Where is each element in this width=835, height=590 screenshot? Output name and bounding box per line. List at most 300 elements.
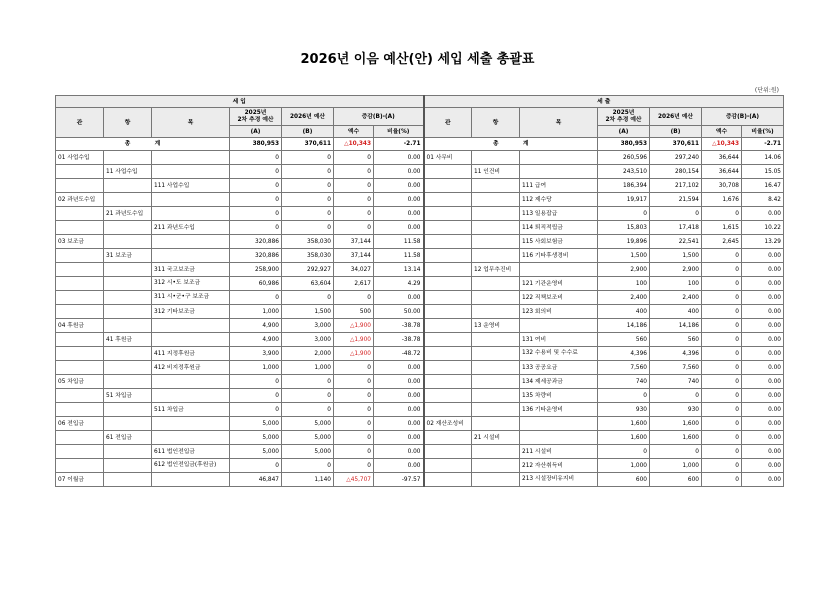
income-ratio: 0.00 (374, 207, 424, 221)
expense-curr: 100 (650, 277, 702, 291)
col-prev-budget: 2025년 2차 추경 예산 (598, 108, 650, 126)
income-ratio: 13.14 (374, 263, 424, 277)
income-prev: 0 (230, 221, 282, 235)
expense-ratio: 16.47 (742, 179, 784, 193)
income-account-name: 41 후원금 (104, 333, 152, 347)
table-row (56, 291, 784, 305)
income-code-cell (104, 403, 152, 417)
expense-diff: 0 (702, 277, 742, 291)
income-account-name: 312 기타보조금 (152, 305, 230, 319)
income-curr: 358,030 (282, 249, 334, 263)
income-prev: 0 (230, 389, 282, 403)
expense-code-cell (472, 361, 520, 375)
expense-diff: 0 (702, 333, 742, 347)
income-prev: 258,900 (230, 263, 282, 277)
income-code-cell (152, 333, 230, 347)
expense-diff: 0 (702, 249, 742, 263)
total-income-ratio: -2.71 (374, 138, 424, 151)
income-curr: 292,927 (282, 263, 334, 277)
total-row (56, 138, 784, 151)
expense-prev: 1,500 (598, 249, 650, 263)
income-account-name: 07 이월금 (56, 473, 104, 487)
expense-code-cell (472, 333, 520, 347)
income-code-cell (56, 403, 104, 417)
expense-curr: 1,000 (650, 459, 702, 473)
income-diff: △1,900 (334, 319, 374, 333)
income-prev: 0 (230, 375, 282, 389)
total-expense-curr: 370,611 (650, 138, 702, 151)
income-account-name: 311 국고보조금 (152, 263, 230, 277)
income-ratio: -48.72 (374, 347, 424, 361)
expense-diff: 0 (702, 291, 742, 305)
income-code-cell (152, 165, 230, 179)
col-label-b: (B) (282, 126, 334, 138)
expense-account-name: 136 기타운영비 (520, 403, 598, 417)
total-expense-diff: △10,343 (702, 138, 742, 151)
income-curr: 0 (282, 459, 334, 473)
total-label: 총 계 (56, 138, 230, 151)
income-curr: 3,000 (282, 333, 334, 347)
income-diff: 37,144 (334, 235, 374, 249)
income-diff: △1,900 (334, 347, 374, 361)
total-expense-prev: 380,953 (598, 138, 650, 151)
expense-ratio: 0.00 (742, 249, 784, 263)
expense-code-cell (472, 249, 520, 263)
expense-ratio: 0.00 (742, 473, 784, 487)
income-prev: 0 (230, 207, 282, 221)
expense-ratio: 0.00 (742, 347, 784, 361)
expense-diff: 36,644 (702, 151, 742, 165)
expense-account-name: 134 제세공과금 (520, 375, 598, 389)
expense-code-cell (520, 151, 598, 165)
income-curr: 2,000 (282, 347, 334, 361)
expense-account-name: 111 급여 (520, 179, 598, 193)
expense-diff: 0 (702, 305, 742, 319)
income-ratio: -97.57 (374, 473, 424, 487)
col-label-b: (B) (650, 126, 702, 138)
income-curr: 0 (282, 193, 334, 207)
income-diff: 0 (334, 151, 374, 165)
expense-diff: 0 (702, 431, 742, 445)
expense-code-cell (472, 445, 520, 459)
expense-code-cell (424, 235, 472, 249)
income-account-name: 06 전입금 (56, 417, 104, 431)
expense-code-cell (472, 305, 520, 319)
table-row (56, 319, 784, 333)
income-code-cell (104, 347, 152, 361)
income-prev: 3,900 (230, 347, 282, 361)
expense-account-name: 115 사회보험금 (520, 235, 598, 249)
col-ratio: 비율(%) (742, 126, 784, 138)
expense-code-cell (520, 165, 598, 179)
income-prev: 320,886 (230, 249, 282, 263)
income-diff: 0 (334, 207, 374, 221)
expense-account-name: 112 제수당 (520, 193, 598, 207)
expense-curr: 21,594 (650, 193, 702, 207)
expense-account-name: 11 인건비 (472, 165, 520, 179)
col-prev-budget: 2025년 2차 추경 예산 (230, 108, 282, 126)
income-diff: 0 (334, 431, 374, 445)
expense-account-name: 132 수용비 및 수수료 (520, 347, 598, 361)
expense-prev: 100 (598, 277, 650, 291)
expense-prev: 15,803 (598, 221, 650, 235)
expense-code-cell (472, 291, 520, 305)
income-curr: 63,604 (282, 277, 334, 291)
table-row (56, 263, 784, 277)
income-ratio: 0.00 (374, 417, 424, 431)
expense-code-cell (424, 277, 472, 291)
income-account-name: 111 사업수입 (152, 179, 230, 193)
expense-diff: 0 (702, 445, 742, 459)
income-prev: 1,000 (230, 361, 282, 375)
expense-prev: 260,596 (598, 151, 650, 165)
table-row (56, 417, 784, 431)
expense-code-cell (424, 389, 472, 403)
expense-diff: 1,676 (702, 193, 742, 207)
income-header: 세 입 (56, 96, 424, 108)
income-prev: 5,000 (230, 431, 282, 445)
income-account-name: 612 법인전입금(후원금) (152, 459, 230, 473)
income-diff: 2,617 (334, 277, 374, 291)
income-code-cell (152, 473, 230, 487)
table-row (56, 459, 784, 473)
expense-curr: 14,186 (650, 319, 702, 333)
income-account-name: 511 차입금 (152, 403, 230, 417)
table-row (56, 207, 784, 221)
col-amount: 액수 (334, 126, 374, 138)
expense-diff: 0 (702, 361, 742, 375)
income-code-cell (152, 151, 230, 165)
expense-curr: 7,560 (650, 361, 702, 375)
income-diff: 34,027 (334, 263, 374, 277)
income-code-cell (104, 179, 152, 193)
expense-ratio: 0.00 (742, 389, 784, 403)
income-account-name: 31 보조금 (104, 249, 152, 263)
income-diff: 0 (334, 417, 374, 431)
expense-code-cell (424, 333, 472, 347)
expense-code-cell (472, 151, 520, 165)
expense-code-cell (472, 417, 520, 431)
total-income-curr: 370,611 (282, 138, 334, 151)
expense-code-cell (472, 459, 520, 473)
expense-account-name: 133 공공요금 (520, 361, 598, 375)
income-diff: 500 (334, 305, 374, 319)
income-account-name: 02 과년도수입 (56, 193, 104, 207)
expense-code-cell (424, 263, 472, 277)
expense-code-cell (424, 179, 472, 193)
income-curr: 0 (282, 151, 334, 165)
income-ratio: 0.00 (374, 361, 424, 375)
income-prev: 4,900 (230, 333, 282, 347)
table-row (56, 389, 784, 403)
expense-code-cell (424, 207, 472, 221)
income-account-name: 21 과년도수입 (104, 207, 152, 221)
expense-prev: 14,186 (598, 319, 650, 333)
expense-header: 세 출 (424, 96, 784, 108)
expense-curr: 740 (650, 375, 702, 389)
expense-diff: 0 (702, 347, 742, 361)
income-code-cell (56, 221, 104, 235)
income-prev: 0 (230, 151, 282, 165)
income-code-cell (152, 249, 230, 263)
income-code-cell (56, 179, 104, 193)
expense-prev: 560 (598, 333, 650, 347)
income-code-cell (56, 333, 104, 347)
col-curr-budget: 2026년 예산 (282, 108, 334, 126)
income-diff: △45,707 (334, 473, 374, 487)
expense-ratio: 13.29 (742, 235, 784, 249)
income-code-cell (104, 417, 152, 431)
expense-curr: 1,500 (650, 249, 702, 263)
expense-account-name: 131 여비 (520, 333, 598, 347)
page-title: 2026년 이음 예산(안) 세입 세출 총괄표 (300, 52, 535, 67)
expense-account-name: 212 자산취득비 (520, 459, 598, 473)
income-code-cell (152, 207, 230, 221)
income-account-name: 11 사업수입 (104, 165, 152, 179)
expense-account-name: 114 퇴직적립금 (520, 221, 598, 235)
expense-diff: 1,615 (702, 221, 742, 235)
expense-diff: 0 (702, 403, 742, 417)
table-row (56, 445, 784, 459)
expense-account-name: 12 업무추진비 (472, 263, 520, 277)
income-ratio: 0.00 (374, 151, 424, 165)
col-gwan: 관 (424, 108, 472, 138)
expense-prev: 7,560 (598, 361, 650, 375)
income-account-name: 311 시•군•구 보조금 (152, 291, 230, 305)
income-ratio: 0.00 (374, 193, 424, 207)
expense-ratio: 0.00 (742, 277, 784, 291)
col-label-a: (A) (598, 126, 650, 138)
expense-code-cell (472, 235, 520, 249)
expense-account-name: 116 기타후생경비 (520, 249, 598, 263)
income-code-cell (56, 263, 104, 277)
income-curr: 0 (282, 165, 334, 179)
col-hang: 항 (472, 108, 520, 138)
expense-ratio: 15.05 (742, 165, 784, 179)
expense-code-cell (472, 473, 520, 487)
income-ratio: 0.00 (374, 431, 424, 445)
income-code-cell (104, 291, 152, 305)
income-code-cell (104, 319, 152, 333)
expense-code-cell (424, 347, 472, 361)
income-code-cell (56, 277, 104, 291)
expense-prev: 740 (598, 375, 650, 389)
expense-code-cell (472, 389, 520, 403)
income-curr: 0 (282, 291, 334, 305)
expense-ratio: 14.06 (742, 151, 784, 165)
expense-ratio: 0.00 (742, 459, 784, 473)
expense-code-cell (424, 319, 472, 333)
income-code-cell (104, 151, 152, 165)
table-row (56, 277, 784, 291)
income-code-cell (56, 361, 104, 375)
expense-ratio: 0.00 (742, 333, 784, 347)
income-curr: 1,000 (282, 361, 334, 375)
expense-code-cell (424, 375, 472, 389)
expense-code-cell (424, 305, 472, 319)
income-ratio: 0.00 (374, 459, 424, 473)
expense-ratio: 0.00 (742, 403, 784, 417)
table-row (56, 221, 784, 235)
income-curr: 358,030 (282, 235, 334, 249)
income-prev: 320,886 (230, 235, 282, 249)
expense-curr: 280,154 (650, 165, 702, 179)
expense-curr: 1,600 (650, 417, 702, 431)
income-account-name: 611 법인전입금 (152, 445, 230, 459)
expense-ratio: 0.00 (742, 431, 784, 445)
expense-ratio: 0.00 (742, 207, 784, 221)
table-row (56, 179, 784, 193)
income-code-cell (56, 431, 104, 445)
income-ratio: 0.00 (374, 291, 424, 305)
expense-ratio: 8.42 (742, 193, 784, 207)
expense-diff: 0 (702, 263, 742, 277)
income-curr: 1,500 (282, 305, 334, 319)
expense-prev: 0 (598, 207, 650, 221)
expense-account-name: 21 시설비 (472, 431, 520, 445)
expense-curr: 930 (650, 403, 702, 417)
expense-code-cell (424, 361, 472, 375)
expense-code-cell (472, 347, 520, 361)
income-account-name: 211 과년도수입 (152, 221, 230, 235)
expense-code-cell (472, 403, 520, 417)
income-prev: 5,000 (230, 417, 282, 431)
income-curr: 0 (282, 221, 334, 235)
expense-ratio: 0.00 (742, 263, 784, 277)
expense-curr: 0 (650, 445, 702, 459)
expense-curr: 2,900 (650, 263, 702, 277)
income-curr: 0 (282, 403, 334, 417)
income-diff: 0 (334, 375, 374, 389)
income-ratio: 0.00 (374, 389, 424, 403)
income-ratio: 0.00 (374, 445, 424, 459)
expense-prev: 1,600 (598, 417, 650, 431)
expense-ratio: 0.00 (742, 445, 784, 459)
expense-curr: 4,396 (650, 347, 702, 361)
total-label: 총 계 (424, 138, 598, 151)
expense-code-cell (472, 179, 520, 193)
income-curr: 0 (282, 389, 334, 403)
income-code-cell (152, 431, 230, 445)
income-diff: 0 (334, 179, 374, 193)
expense-account-name: 113 일용잡급 (520, 207, 598, 221)
income-ratio: 0.00 (374, 375, 424, 389)
income-code-cell (104, 305, 152, 319)
col-ratio: 비율(%) (374, 126, 424, 138)
income-ratio: 0.00 (374, 179, 424, 193)
expense-account-name: 02 재산조성비 (424, 417, 472, 431)
income-curr: 5,000 (282, 431, 334, 445)
income-prev: 1,000 (230, 305, 282, 319)
income-prev: 0 (230, 403, 282, 417)
col-amount: 액수 (702, 126, 742, 138)
expense-code-cell (424, 431, 472, 445)
budget-table (55, 95, 784, 487)
expense-diff: 0 (702, 389, 742, 403)
income-code-cell (104, 221, 152, 235)
income-code-cell (104, 375, 152, 389)
expense-prev: 2,400 (598, 291, 650, 305)
income-code-cell (56, 249, 104, 263)
expense-ratio: 0.00 (742, 361, 784, 375)
income-prev: 0 (230, 193, 282, 207)
income-ratio: -38.78 (374, 319, 424, 333)
expense-curr: 400 (650, 305, 702, 319)
expense-ratio: 0.00 (742, 291, 784, 305)
income-code-cell (104, 459, 152, 473)
expense-curr: 560 (650, 333, 702, 347)
income-code-cell (152, 417, 230, 431)
income-curr: 3,000 (282, 319, 334, 333)
income-account-name: 04 후원금 (56, 319, 104, 333)
income-prev: 5,000 (230, 445, 282, 459)
table-row (56, 305, 784, 319)
income-diff: 37,144 (334, 249, 374, 263)
expense-curr: 217,102 (650, 179, 702, 193)
income-account-name: 51 차입금 (104, 389, 152, 403)
expense-diff: 0 (702, 319, 742, 333)
expense-code-cell (472, 207, 520, 221)
expense-prev: 19,917 (598, 193, 650, 207)
expense-prev: 0 (598, 445, 650, 459)
table-row (56, 333, 784, 347)
col-diff: 증감(B)-(A) (334, 108, 424, 126)
income-curr: 5,000 (282, 445, 334, 459)
table-row (56, 235, 784, 249)
income-prev: 46,847 (230, 473, 282, 487)
income-code-cell (104, 361, 152, 375)
income-code-cell (104, 445, 152, 459)
income-account-name: 312 시•도 보조금 (152, 277, 230, 291)
expense-code-cell (424, 291, 472, 305)
expense-diff: 30,708 (702, 179, 742, 193)
income-diff: 0 (334, 459, 374, 473)
expense-ratio: 0.00 (742, 417, 784, 431)
income-code-cell (152, 389, 230, 403)
header-row-section (56, 96, 784, 108)
income-curr: 0 (282, 375, 334, 389)
income-code-cell (56, 459, 104, 473)
total-income-prev: 380,953 (230, 138, 282, 151)
income-curr: 5,000 (282, 417, 334, 431)
expense-account-name: 01 사무비 (424, 151, 472, 165)
expense-curr: 17,418 (650, 221, 702, 235)
expense-code-cell (520, 319, 598, 333)
expense-account-name: 123 회의비 (520, 305, 598, 319)
income-account-name: 61 전입금 (104, 431, 152, 445)
expense-prev: 400 (598, 305, 650, 319)
income-code-cell (56, 305, 104, 319)
expense-curr: 0 (650, 207, 702, 221)
expense-ratio: 0.00 (742, 319, 784, 333)
income-ratio: 11.58 (374, 235, 424, 249)
expense-code-cell (424, 459, 472, 473)
table-row (56, 431, 784, 445)
income-code-cell (152, 193, 230, 207)
income-diff: 0 (334, 361, 374, 375)
expense-code-cell (472, 375, 520, 389)
col-curr-budget: 2026년 예산 (650, 108, 702, 126)
expense-account-name: 135 차량비 (520, 389, 598, 403)
income-ratio: 11.58 (374, 249, 424, 263)
expense-curr: 600 (650, 473, 702, 487)
table-row (56, 403, 784, 417)
income-code-cell (56, 445, 104, 459)
expense-prev: 930 (598, 403, 650, 417)
expense-account-name: 13 운영비 (472, 319, 520, 333)
expense-diff: 36,644 (702, 165, 742, 179)
expense-prev: 1,000 (598, 459, 650, 473)
